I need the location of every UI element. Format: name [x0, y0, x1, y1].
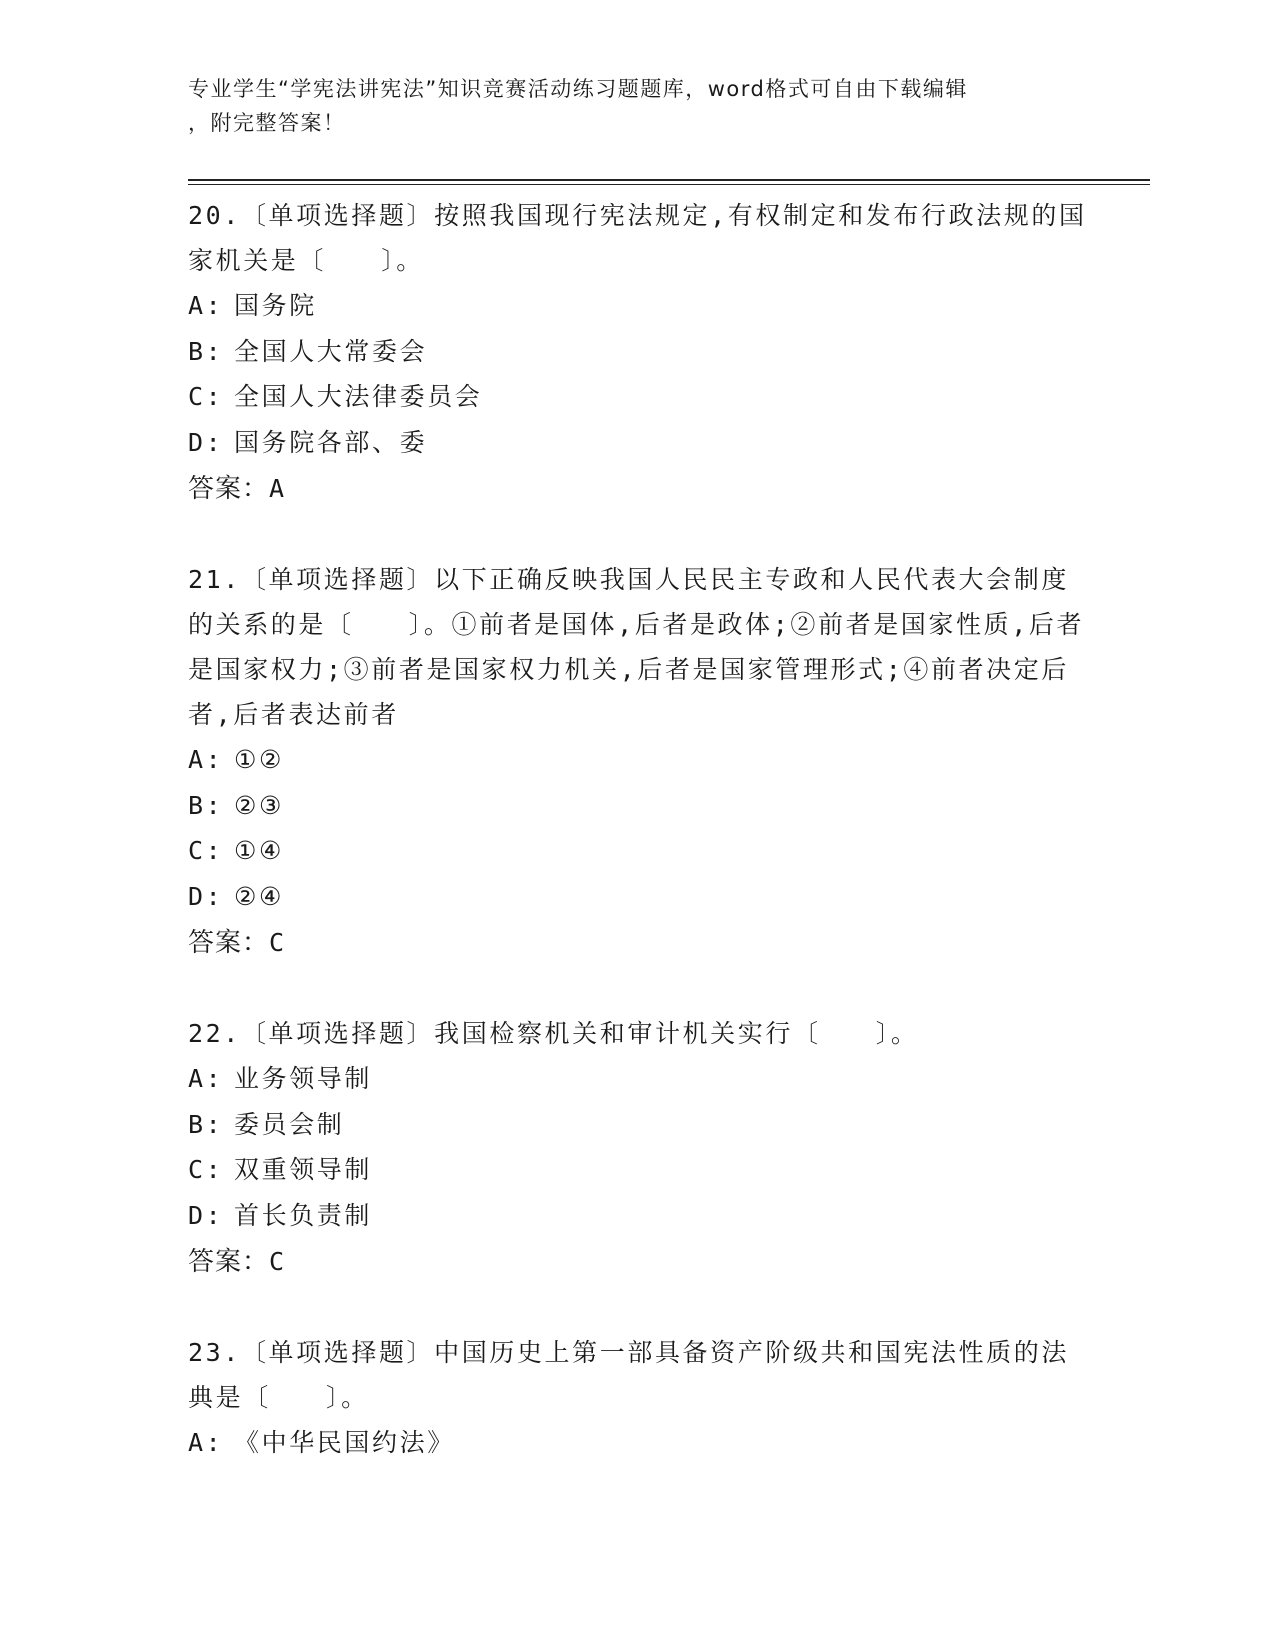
option-text: ①②: [234, 745, 285, 774]
option-list: [188, 1056, 1088, 1238]
answer-label: 答案：: [188, 474, 270, 504]
option-text: 《中华民国约法》: [234, 1428, 455, 1457]
option-c: [188, 828, 1088, 874]
option-d: [188, 420, 1088, 466]
option-text: ①④: [234, 836, 285, 865]
option-b: [188, 1102, 1088, 1148]
document-header: [188, 72, 1068, 140]
option-key: A:: [188, 291, 224, 320]
option-d: [188, 874, 1088, 920]
question-20: [188, 190, 1088, 513]
question-list: [188, 190, 1088, 1507]
question-22: [188, 1008, 1088, 1286]
option-text: ②③: [234, 790, 285, 820]
option-b: [188, 783, 1088, 829]
option-text: 国务院: [234, 291, 317, 320]
option-key: C:: [188, 836, 224, 865]
option-a: [188, 1420, 1088, 1466]
question-23: [188, 1327, 1088, 1466]
option-key: B:: [188, 1109, 224, 1139]
option-key: D:: [188, 427, 224, 457]
question-21: [188, 554, 1088, 967]
option-list: [188, 737, 1088, 919]
option-a: [188, 283, 1088, 329]
option-text: 双重领导制: [234, 1155, 373, 1184]
option-key: B:: [188, 790, 224, 820]
option-key: D:: [188, 1200, 224, 1230]
option-a: [188, 737, 1088, 783]
answer-label: 答案：: [188, 1247, 270, 1277]
option-c: [188, 1147, 1088, 1193]
question-stem: 22.〔单项选择题〕我国检察机关和审计机关实行〔 〕。: [188, 1019, 919, 1048]
option-list: [188, 283, 1088, 465]
header-rule-thick: [188, 179, 1150, 181]
option-text: 全国人大法律委员会: [234, 382, 483, 411]
option-a: [188, 1056, 1088, 1102]
question-stem: 23.〔单项选择题〕中国历史上第一部具备资产阶级共和国宪法性质的法典是〔 〕。: [188, 1338, 1069, 1412]
option-list: [188, 1420, 1088, 1466]
option-key: B:: [188, 336, 224, 366]
option-text: 委员会制: [234, 1109, 345, 1139]
answer-label: 答案：: [188, 928, 270, 958]
header-rule-thin: [188, 184, 1150, 185]
option-key: D:: [188, 881, 224, 911]
header-line-2: ，附完整答案！: [188, 111, 346, 135]
option-d: [188, 1193, 1088, 1239]
option-key: A:: [188, 1064, 224, 1093]
option-key: C:: [188, 382, 224, 411]
option-key: C:: [188, 1155, 224, 1184]
option-text: 业务领导制: [234, 1064, 373, 1093]
question-stem: 20.〔单项选择题〕按照我国现行宪法规定,有权制定和发布行政法规的国家机关是〔 〕。: [188, 201, 1087, 275]
header-line-1: 专业学生“学宪法讲宪法”知识竞赛活动练习题题库，word格式可自由下载编辑: [188, 77, 968, 101]
answer-value: C: [269, 928, 286, 957]
option-c: [188, 374, 1088, 420]
option-key: A:: [188, 1428, 224, 1457]
option-text: ②④: [234, 881, 285, 911]
answer-line: [188, 1238, 1088, 1286]
option-text: 全国人大常委会: [234, 336, 428, 366]
option-text: 首长负责制: [234, 1200, 373, 1230]
option-key: A:: [188, 745, 224, 774]
answer-line: [188, 465, 1088, 513]
question-stem: 21.〔单项选择题〕以下正确反映我国人民民主专政和人民代表大会制度的关系的是〔 〕。①前者是国体,后者是政体;②前者是国家性质,后者是国家权力;③前者是国家权力机关,后者是国家管理形式;④前者决定后者,后者表达前者: [188, 565, 1085, 729]
answer-line: [188, 919, 1088, 967]
answer-value: C: [269, 1247, 286, 1276]
option-text: 国务院各部、委: [234, 427, 428, 457]
option-b: [188, 329, 1088, 375]
answer-value: A: [269, 474, 286, 503]
